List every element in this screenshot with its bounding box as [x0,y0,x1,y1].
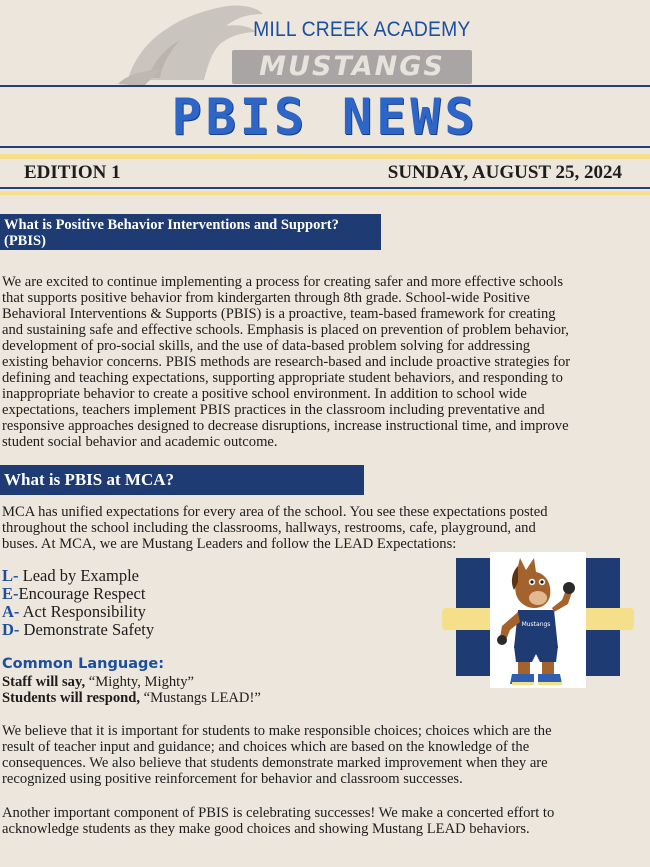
paragraph-line: result of teacher input and guidance; and choices which are based on the knowledge of the [2,739,530,755]
heading-line: What is Positive Behavior Interventions and Support? [4,217,339,233]
paragraph-line: We believe that it is important for students to make responsible choices; choices which are the [2,723,552,739]
paragraph-line: buses. At MCA, we are Mustang Leaders and follow the LEAD Expectations: [2,536,457,552]
issue-date: SUNDAY, AUGUST 25, 2024 [387,162,622,183]
paragraph-line: responsive approaches designed to decrease disruptions, increase instructional time, and improve [2,418,569,434]
intro-paragraph [2,274,638,450]
edition-label: EDITION 1 [24,162,121,183]
lead-item [2,585,252,603]
students-label: Students will respond, [2,690,141,706]
divider-blue-2 [0,187,650,189]
staff-quote: “Mighty, Mighty” [85,674,195,690]
paragraph-line: development of pro-social skills, and the use of data-based problem solving for addressing [2,338,531,354]
expectations-paragraph [2,504,638,552]
newsletter-title: PBIS NEWS [171,88,479,146]
lead-text: Lead by Example [18,566,139,585]
section-heading-what-is-pbis [0,214,381,250]
paragraph-line: recognized using positive reinforcement for behavior and classroom successes. [2,771,463,787]
paragraph-line: Behavioral Interventions & Supports (PBIS) is a proactive, team-based framework for creating [2,306,556,322]
lead-item [2,567,252,585]
mascot-wordmark: MUSTANGS [232,50,472,84]
mustang-mascot-image [442,552,634,692]
section-heading-pbis-at-mca: What is PBIS at MCA? [0,465,364,495]
divider-yellow-2 [0,191,650,195]
common-language-heading: Common Language: [2,656,164,672]
staff-label: Staff will say, [2,674,86,690]
paragraph-line: student social behavior and academic outcome. [2,434,278,450]
lead-letter: E- [2,584,19,603]
student-response-line [2,690,261,706]
lead-letter: D- [2,620,20,639]
students-quote: “Mustangs LEAD!” [140,690,261,706]
lead-text: Demonstrate Safety [19,620,155,639]
paragraph-line: MCA has unified expectations for every area of the school. You see these expectations posted [2,504,548,520]
lead-expectations-list [2,567,252,639]
divider-yellow [0,154,650,159]
paragraph-line: defining and teaching expectations, supporting appropriate student behaviors, and responding to [2,370,563,386]
paragraph-line: expectations, teachers implement PBIS practices in the classroom including preventative and [2,402,545,418]
paragraph-line: acknowledge students as they make good choices and showing Mustang LEAD behaviors. [2,821,530,837]
lead-text: Encourage Respect [18,584,146,603]
lead-letter: A- [2,602,20,621]
lead-item [2,621,252,639]
celebrating-successes-paragraph [2,805,638,837]
paragraph-line: that supports positive behavior from kindergarten through 8th grade. School-wide Positive [2,290,530,306]
paragraph-line: consequences. We also believe that students demonstrate marked improvement when they are [2,755,548,771]
staff-call-line [2,674,194,690]
paragraph-line: throughout the school including the classrooms, hallways, restrooms, cafe, playground, and [2,520,536,536]
school-name: MILL CREEK ACADEMY [253,18,471,41]
heading-line: (PBIS) [4,233,46,249]
edition-bar [22,160,622,184]
paragraph-line: Another important component of PBIS is celebrating successes! We make a concerted effort to [2,805,555,821]
divider-blue [0,146,650,148]
responsible-choices-paragraph [2,723,638,787]
paragraph-line: and sustaining safe and effective schools. Emphasis is placed on prevention of problem behavior, [2,322,569,338]
masthead-rule [0,85,650,87]
lead-text: Act Responsibility [19,602,146,621]
jersey-text: Mustangs [521,621,551,628]
paragraph-line: We are excited to continue implementing a process for creating safer and more effective schools [2,274,563,290]
paragraph-line: existing behavior concerns. PBIS methods are research-based and include proactive strategies for [2,354,571,370]
lead-item [2,603,252,621]
paragraph-line: inappropriate behavior to create a positive school environment. In addition to school wide [2,386,527,402]
lead-letter: L- [2,566,19,585]
